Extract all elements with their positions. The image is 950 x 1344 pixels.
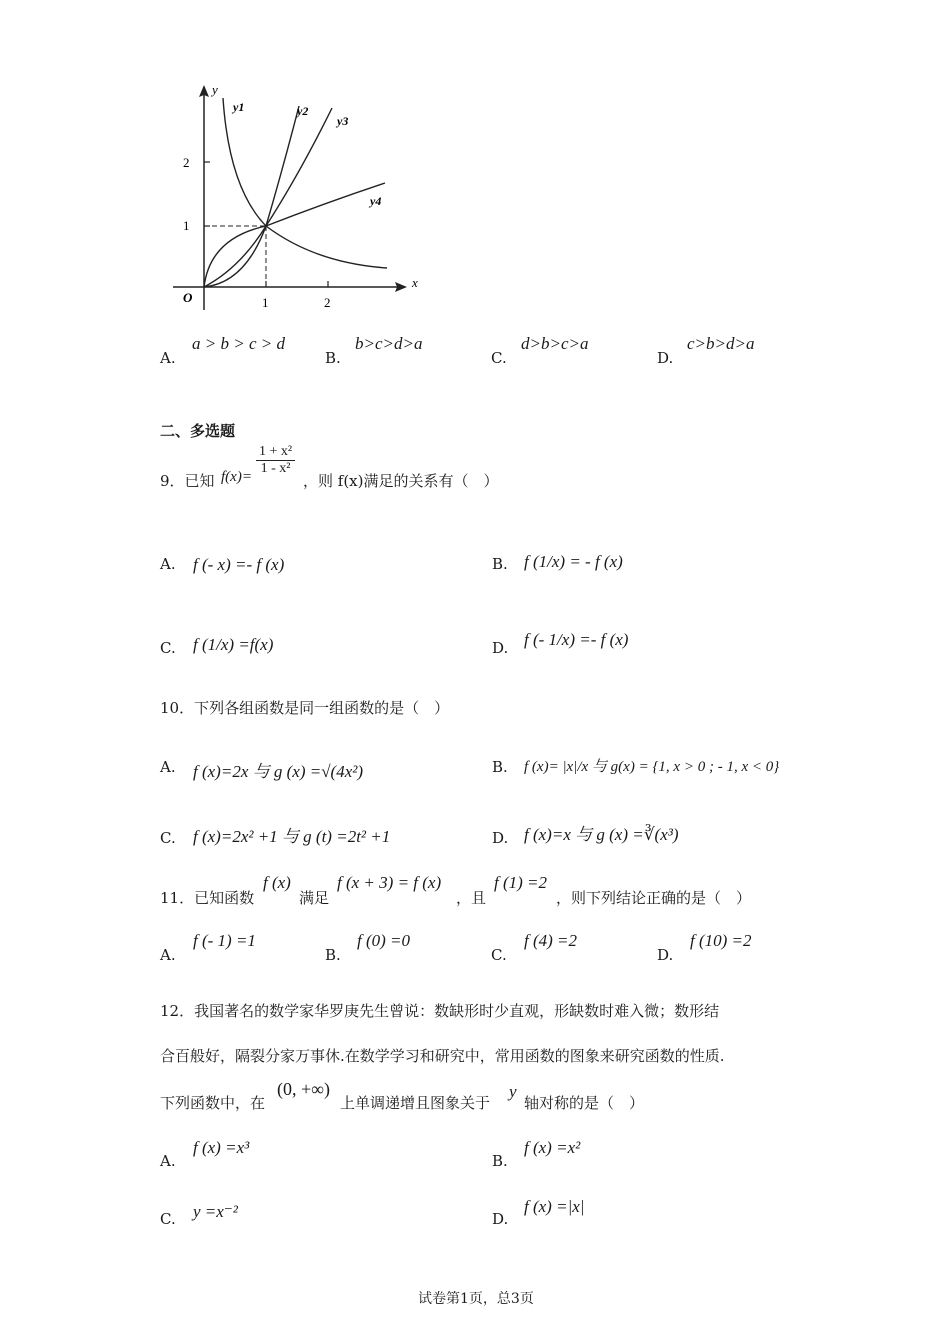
option-text: f (x) =|x| bbox=[524, 1197, 585, 1216]
q11-func1: f (x) bbox=[263, 873, 291, 892]
option-label: D. bbox=[657, 946, 674, 964]
option-label: D. bbox=[492, 639, 509, 657]
option-label: B. bbox=[325, 349, 341, 367]
option-label: B. bbox=[492, 758, 508, 776]
function-graph bbox=[165, 78, 425, 323]
axis-label-x: x bbox=[412, 275, 418, 290]
origin-label: O bbox=[183, 290, 193, 305]
option-label: C. bbox=[160, 639, 176, 657]
curve-label-y1: y1 bbox=[233, 100, 245, 114]
q12-line3-c: 轴对称的是（ ） bbox=[524, 1094, 645, 1112]
q12-line1: 12．我国著名的数学家华罗庚先生曾说：数缺形时少直观，形缺数时难入微；数形结 bbox=[160, 1002, 720, 1020]
option-label: D. bbox=[492, 829, 509, 847]
option-text: f (- 1/x) =- f (x) bbox=[524, 630, 629, 649]
option-text: d>b>c>a bbox=[521, 334, 589, 353]
q11-part1: 11．已知函数 bbox=[160, 889, 255, 907]
option-text: f (x)=x 与 g (x) =∛(x³) bbox=[524, 825, 679, 844]
q12-line2: 合百般好，隔裂分家万事休.在数学学习和研究中，常用函数的图象来研究函数的性质. bbox=[160, 1047, 725, 1065]
option-label: A. bbox=[160, 758, 176, 776]
option-text: a > b > c > d bbox=[192, 334, 285, 353]
option-label: A. bbox=[160, 555, 176, 573]
q12-line3-a: 下列函数中，在 bbox=[160, 1094, 266, 1112]
curve-label-y2: y2 bbox=[297, 104, 309, 118]
option-text: f (4) =2 bbox=[524, 931, 578, 950]
option-text: f (x) =x³ bbox=[193, 1138, 250, 1157]
curve-label-y4: y4 bbox=[370, 194, 382, 208]
option-text: f (0) =0 bbox=[357, 931, 411, 950]
option-text: c>b>d>a bbox=[687, 334, 755, 353]
curve-y3 bbox=[204, 108, 332, 287]
option-text: y =x⁻² bbox=[193, 1202, 238, 1221]
y-tick-label-2: 2 bbox=[183, 155, 190, 170]
option-label: C. bbox=[160, 829, 176, 847]
q11-func3: f (1) =2 bbox=[494, 873, 548, 892]
option-text: b>c>d>a bbox=[355, 334, 423, 353]
option-text: f (x)=2x 与 g (x) =√(4x²) bbox=[193, 762, 363, 781]
curve-y1 bbox=[223, 98, 387, 268]
option-text: f (x)= |x|/x 与 g(x) = {1, x > 0 ; - 1, x < 0} bbox=[524, 759, 780, 775]
option-text: f (1/x) =f(x) bbox=[193, 635, 274, 654]
q11-part2: 满足 bbox=[299, 889, 330, 907]
q11-func2: f (x + 3) = f (x) bbox=[337, 873, 442, 892]
q9-number: 9．已知 bbox=[160, 472, 215, 490]
q12-yvar: y bbox=[509, 1082, 517, 1101]
q11-part3: ，且 bbox=[456, 889, 487, 907]
x-tick-label-1: 1 bbox=[262, 295, 269, 310]
q9-func: f(x)= bbox=[221, 469, 252, 485]
option-label: B. bbox=[325, 946, 341, 964]
option-label: A. bbox=[160, 946, 176, 964]
q11-part4: ，则下列结论正确的是（ ） bbox=[556, 889, 752, 907]
q10-stem: 10．下列各组函数是同一组函数的是（ ） bbox=[160, 699, 450, 717]
option-label: C. bbox=[491, 349, 507, 367]
option-label: C. bbox=[491, 946, 507, 964]
q9-suffix: ，则 f(x)满足的关系有（ ） bbox=[303, 472, 499, 490]
option-label: C. bbox=[160, 1210, 176, 1228]
page-footer: 试卷第1页，总3页 bbox=[418, 1291, 534, 1307]
q12-line3-b: 上单调递增且图象关于 bbox=[340, 1094, 491, 1112]
option-text: f (- 1) =1 bbox=[193, 931, 256, 950]
curve-label-y3: y3 bbox=[337, 114, 349, 128]
option-label: B. bbox=[492, 1152, 508, 1170]
q12-interval: (0, +∞) bbox=[277, 1079, 330, 1099]
curve-y4 bbox=[204, 183, 385, 287]
section-title: 二、多选题 bbox=[160, 422, 236, 440]
option-text: f (x)=2x² +1 与 g (t) =2t² +1 bbox=[193, 827, 391, 846]
y-tick-label-1: 1 bbox=[183, 218, 190, 233]
option-label: A. bbox=[160, 1152, 176, 1170]
x-tick-label-2: 2 bbox=[324, 295, 331, 310]
option-text: f (1/x) = - f (x) bbox=[524, 552, 623, 571]
option-text: f (x) =x² bbox=[524, 1138, 581, 1157]
option-label: B. bbox=[492, 555, 508, 573]
option-text: f (10) =2 bbox=[690, 931, 752, 950]
option-label: D. bbox=[657, 349, 674, 367]
option-label: A. bbox=[160, 349, 176, 367]
axis-label-y: y bbox=[212, 82, 218, 97]
option-label: D. bbox=[492, 1210, 509, 1228]
option-text: f (- x) =- f (x) bbox=[193, 555, 285, 574]
q9-fraction: $\frac{\text{1 + x²}}{\text{1 - x²}}$ bbox=[256, 444, 295, 477]
